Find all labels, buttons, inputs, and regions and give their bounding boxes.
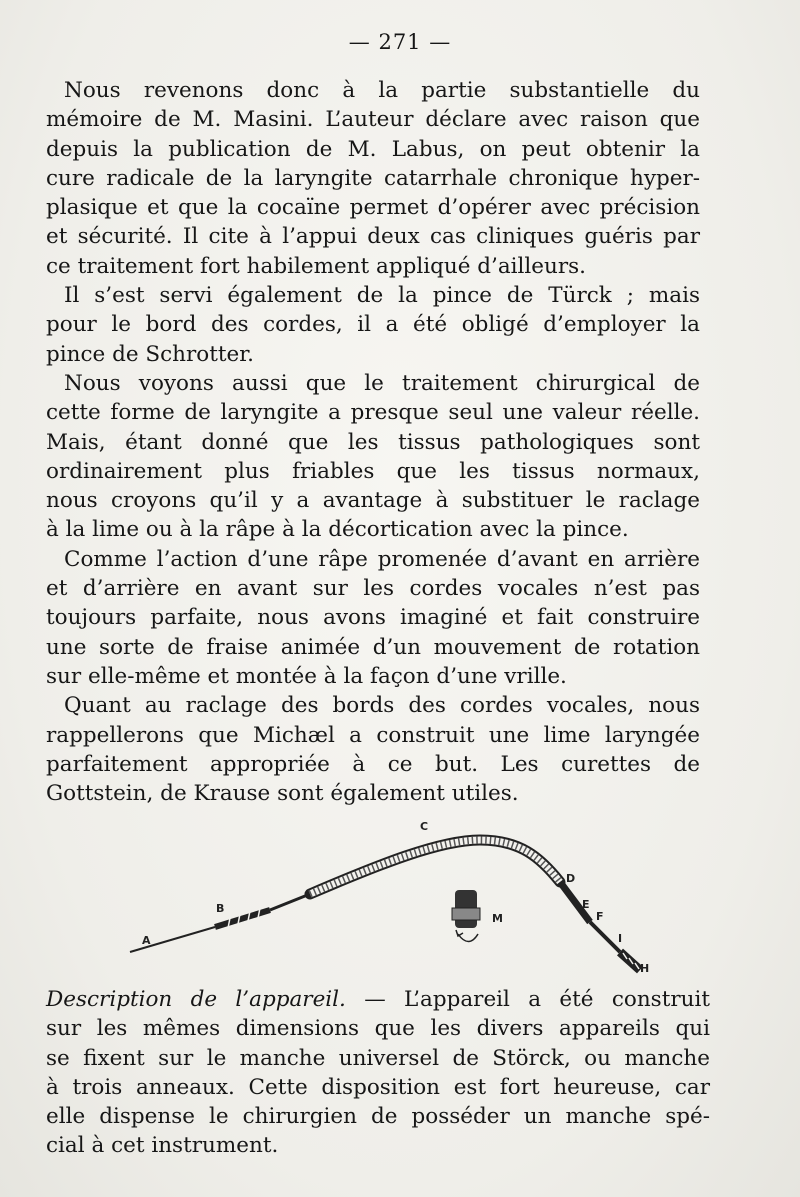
label-b: B [216,902,225,915]
description-line: se fixent sur le manche universel de Störck, ou manche [46,1045,710,1071]
text-line: Gottstein, de Krause sont également utiles. [46,781,519,807]
paragraph [46,369,700,545]
paragraph [46,545,700,691]
label-a: A [142,934,151,947]
text-line: cette forme de laryngite a presque seul une valeur réelle. [46,400,700,426]
reel-band [452,908,480,920]
text-line: rappellerons que Michæl a construit une lime laryngée [46,722,700,748]
shaft [270,894,310,910]
label-e: E [582,898,590,911]
text-line: Comme l’action d’une râpe promenée d’avant en arrière [64,546,700,572]
description-line: cial à cet instrument. [46,1133,279,1159]
text-line: à la lime ou à la râpe à la décortication avec la pince. [46,517,629,543]
tube-e-f [590,922,623,952]
body-text [46,76,700,808]
instrument-illustration [120,812,720,987]
text-line: cure radicale de la laryngite catarrhale chronique hyper- [46,165,700,191]
description-paragraph [46,985,710,1161]
text-line: Il s’est servi également de la pince de Türck ; mais [64,283,700,309]
text-line: Nous revenons donc à la partie substantielle du [64,78,700,103]
paragraph [46,76,700,281]
rotation-arrow [458,934,478,942]
description-line: elle dispense le chirurgien de posséder un manche spé- [46,1104,710,1130]
text-line: Mais, étant donné que les tissus pathologiques sont [46,429,700,455]
rotation-arrowhead [456,930,463,936]
paragraph [46,281,700,369]
text-line: et d’arrière en avant sur les cordes vocales n’est pas [46,576,700,602]
text-line: nous croyons qu’il y a avantage à substituer le raclage [46,488,700,514]
laryngeal-drill-drawing [120,812,720,987]
text-line: sur elle-même et montée à la façon d’une vrille. [46,663,567,689]
description-first-line [46,985,710,1014]
page-number: — 271 — [348,30,452,54]
label-c: C [420,820,429,833]
description-line: à trois anneaux. Cette disposition est fort heureuse, car [46,1074,710,1100]
text-line: et sécurité. Il cite à l’appui deux cas cliniques guéris par [46,224,700,250]
label-i: I [618,932,623,945]
label-h: H [640,962,650,975]
description-first-text: — L’appareil a été construit [345,987,710,1012]
text-line: ce traitement fort habilement appliqué d’ailleurs. [46,253,587,279]
description-line: sur les mêmes dimensions que les divers appareils qui [46,1016,710,1042]
paragraph [46,691,700,808]
curved-tube-inner [310,840,560,894]
text-line: pince de Schrotter. [46,341,254,367]
label-m: M [492,912,503,925]
text-line: Quant au raclage des bords des cordes vocales, nous [64,693,700,719]
text-line: une sorte de fraise animée d’un mouvement de rotation [46,634,700,660]
text-line: parfaitement appropriée à ce but. Les curettes de [46,751,700,777]
label-d: D [566,872,576,885]
text-line: Nous voyons aussi que le traitement chirurgical de [64,370,700,396]
text-line: plasique et que la cocaïne permet d’opérer avec précision [46,195,700,221]
text-line: depuis la publication de M. Labus, on peut obtenir la [46,136,700,162]
description-title: Description de l’appareil. [46,987,346,1012]
text-line: ordinairement plus friables que les tissus normaux, [46,458,700,484]
text-line: toujours parfaite, nous avons imaginé et fait construire [46,605,700,631]
text-line: mémoire de M. Masini. L’auteur déclare avec raison que [46,107,700,133]
text-line: pour le bord des cordes, il a été obligé d’employer la [46,312,700,338]
label-f: F [596,910,604,923]
